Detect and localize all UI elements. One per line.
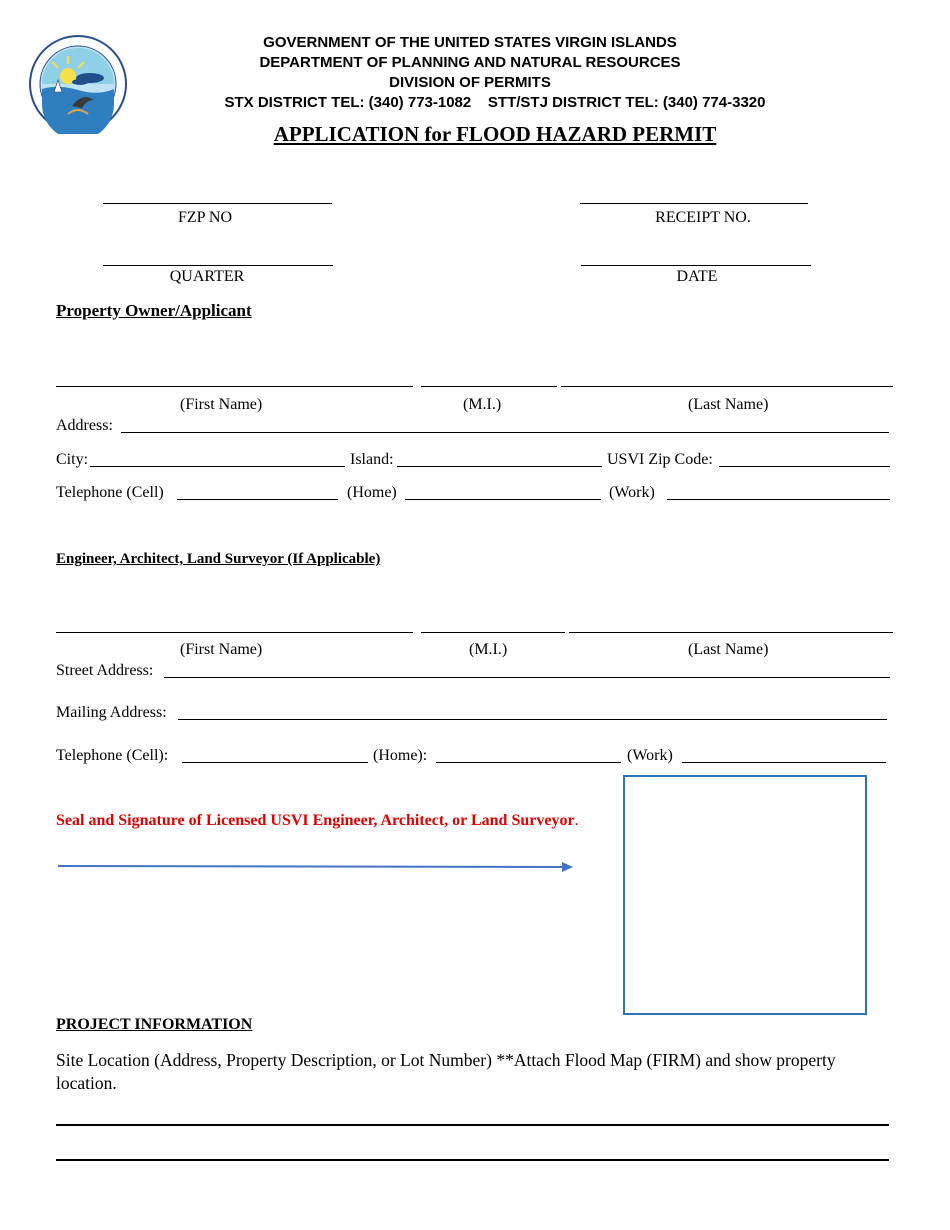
header-phones: STX DISTRICT TEL: (340) 773-1082 STT/STJ DISTRICT TEL: (340) 774-3320 [224,94,766,111]
seal-instruction-text: Seal and Signature of Licensed USVI Engineer, Architect, or Land Surveyor [56,812,575,829]
owner-tel-work-field[interactable] [667,499,890,500]
site-location-instruction: Site Location (Address, Property Description, or Lot Number) **Attach Flood Map (FIRM) and show property location. [56,1050,836,1093]
engineer-section-heading: Engineer, Architect, Land Surveyor (If Applicable) [56,551,381,567]
engineer-mi-field[interactable] [421,632,565,633]
receipt-no-field[interactable] [580,203,808,204]
engineer-tel-cell-label: Telephone (Cell): [56,747,169,764]
seal-signature-box[interactable] [623,775,867,1015]
engineer-street-field[interactable] [164,677,890,678]
owner-island-field[interactable] [397,466,602,467]
engineer-mailing-field[interactable] [178,719,887,720]
owner-tel-home-label: (Home) [347,484,397,501]
engineer-tel-home-label: (Home): [373,747,428,764]
owner-last-name-label: (Last Name) [688,396,769,413]
header-division: DIVISION OF PERMITS [389,74,551,91]
owner-address-label: Address: [56,417,113,434]
seal-instruction-period: . [574,812,579,829]
project-section-heading: PROJECT INFORMATION [56,1016,253,1033]
engineer-mailing-label: Mailing Address: [56,704,167,721]
owner-first-name-field[interactable] [56,386,413,387]
owner-island-label: Island: [350,451,394,468]
arrow-to-seal-box [56,858,578,874]
owner-city-label: City: [56,451,89,468]
site-location-line-2[interactable] [56,1159,889,1161]
owner-mi-label: (M.I.) [463,396,502,413]
seal-instruction [56,812,579,830]
owner-tel-work-label: (Work) [609,484,655,501]
owner-section-heading: Property Owner/Applicant [56,301,252,320]
engineer-mi-label: (M.I.) [469,641,508,658]
quarter-field[interactable] [103,265,333,266]
site-location-line-1[interactable] [56,1124,889,1126]
receipt-no-label: RECEIPT NO. [655,209,751,226]
owner-tel-cell-field[interactable] [177,499,338,500]
engineer-tel-work-label: (Work) [627,747,673,764]
header-dept: DEPARTMENT OF PLANNING AND NATURAL RESOURCES [259,54,681,71]
date-field[interactable] [581,265,811,266]
owner-mi-field[interactable] [421,386,557,387]
owner-tel-home-field[interactable] [405,499,601,500]
owner-address-field[interactable] [121,432,889,433]
owner-city-field[interactable] [90,466,345,467]
engineer-last-name-field[interactable] [569,632,893,633]
owner-first-name-label: (First Name) [180,396,263,413]
engineer-street-label: Street Address: [56,662,154,679]
engineer-tel-home-field[interactable] [436,762,621,763]
fzp-no-label: FZP NO [177,209,233,226]
engineer-first-name-field[interactable] [56,632,413,633]
fzp-no-field[interactable] [103,203,332,204]
quarter-label: QUARTER [169,268,245,285]
dpnr-seal-logo [28,34,128,134]
header-gov: GOVERNMENT OF THE UNITED STATES VIRGIN ISLANDS [263,34,677,51]
engineer-first-name-label: (First Name) [180,641,263,658]
owner-zip-label: USVI Zip Code: [607,451,713,468]
engineer-last-name-label: (Last Name) [688,641,769,658]
form-title: APPLICATION for FLOOD HAZARD PERMIT [273,122,717,146]
engineer-tel-cell-field[interactable] [182,762,368,763]
owner-zip-field[interactable] [719,466,890,467]
owner-last-name-field[interactable] [561,386,893,387]
engineer-tel-work-field[interactable] [682,762,886,763]
date-label: DATE [676,268,718,285]
owner-tel-cell-label: Telephone (Cell) [56,484,164,501]
